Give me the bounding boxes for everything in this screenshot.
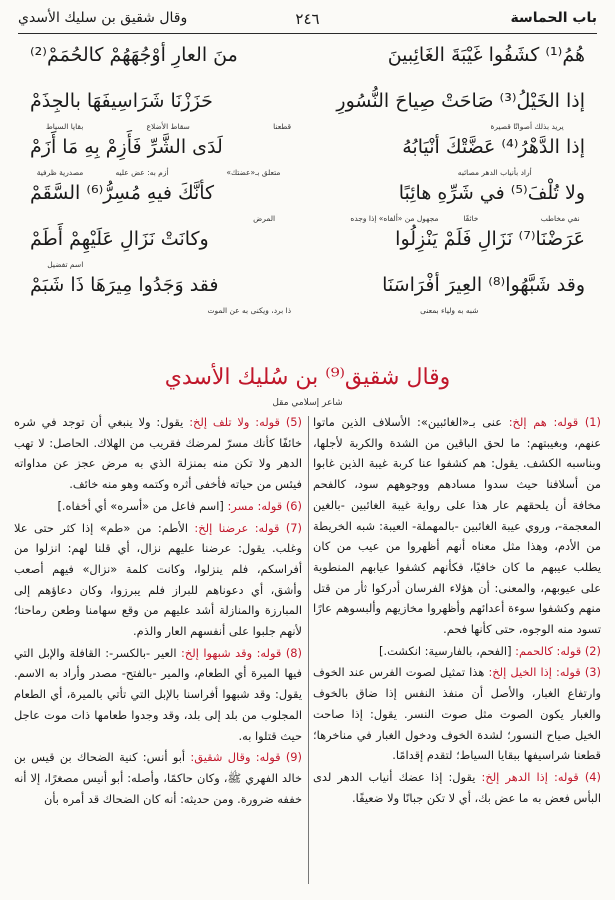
verse-gloss: قطعنا <box>273 122 292 131</box>
verse-first-hemistich <box>319 40 585 86</box>
verse-gloss: ذا برد، ويكنى به عن الموت <box>207 306 292 315</box>
commentary-note <box>313 412 601 640</box>
note-key: (5) قوله: ولا تلف إلخ: <box>189 415 302 429</box>
verse-second-hemistich <box>30 178 296 224</box>
verse-gloss: مصدرية ظرفية <box>36 168 84 177</box>
running-poem-title: وقال شقيق بن سليك الأسدي <box>18 10 188 26</box>
verse-line <box>30 132 585 178</box>
note-key: (9) قوله: وقال شقيق: <box>190 750 302 765</box>
note-text: العير -بالكسر-: القافلة والإبل التي فيها الميرة أي الطعام، والمير -بالفتح- مصدر وأراد به الاسم. يقول: وقد شبهوا أفراسنا بالإبل التي تأتي بالميرة، أي الطعام المجلوب من بلد إلى بلد، وقد وجدوا طعامها ذات موت عاجل حيث قتلوا به. <box>14 645 302 743</box>
poem2-subtitle: شاعر إسلامي مقل <box>272 398 343 408</box>
page-header <box>18 6 597 32</box>
commentary-note <box>313 641 601 662</box>
verse-second-hemistich <box>30 132 296 178</box>
commentary-note <box>313 662 601 766</box>
column-divider <box>308 416 309 884</box>
verse-second-hemistich <box>30 270 296 316</box>
verse-gloss: مجهول من «ألفاه» إذا وجده <box>350 214 439 223</box>
verse-first-hemistich <box>319 178 585 224</box>
commentary-note <box>14 643 302 747</box>
note-text: يقول: ولا ينبغي أن توجد في شره خائفًا كأنك مسرّ لمرضك فقريب من الهلاك. الحاصل: لا تهب الدهر ولا تكن منه بمنزلة الذي به مرض عجز عن مداواته فيئس من حياته فأخفى أثره وكتمه وهو منه خائف. <box>14 415 302 492</box>
hemistich-text: ولا تُلْفَ⁽⁵⁾ في شَرِّهِ هائِبًا <box>398 182 585 204</box>
commentary-note <box>14 747 302 809</box>
hemistich-text: حَزَزْنَا شَرَاسِيفَهَا بالجِذَمْ <box>30 90 213 112</box>
note-key: (8) قوله: وقد شبهوا إلخ: <box>181 645 302 660</box>
verse-gloss: شبه به ولياء بمعنى <box>420 306 479 315</box>
hemistich-text: فقد وَجَدُوا مِيرَهَا ذَا شَبَمْ <box>30 274 219 296</box>
hemistich-text: وكانَتْ نَزَالِ عَلَيْهِمْ أَطَمْ <box>30 228 209 250</box>
verse-first-hemistich <box>319 86 585 132</box>
verse-gloss: سقاط الأضلاع <box>146 122 190 131</box>
verse-gloss: بقايا السياط <box>45 122 84 131</box>
hemistich-text: هُمُ⁽¹⁾ كشَفُوا غَيْبَةَ الغَائِبينَ <box>387 44 585 66</box>
note-text: أبو أنس: كنية الضحاك بن قيس بن خالد الفهري ﷺ، وكان حاكمًا، وأصله: أبو أنيس مصغرًا، إلا أنه خففه ضرورة. ومن حديثه: أنه كان الضحاك قد أمره بأن <box>14 750 302 806</box>
hemistich-text: وقد شَبَّهُوا⁽⁸⁾ العِيرَ أفْرَاسَنَا <box>382 274 585 296</box>
hemistich-text: إذا الدَّهْرُ⁽⁴⁾ عَضَّتْكَ أنْيَابُهُ <box>402 136 585 158</box>
verse-gloss: متعلق بـ«عضتك» <box>226 168 281 177</box>
note-key: (3) قوله: إذا الخيل إلخ: <box>488 665 601 680</box>
commentary-right-column <box>313 412 601 809</box>
verse-second-hemistich <box>30 224 296 270</box>
verse-gloss: المرض <box>253 214 276 223</box>
note-text: يقول: إذا عضك أنياب الدهر لدى البأس فعض به ما عض بك، أي لا تكن جبانًا ولا ضعيفًا. <box>313 769 601 805</box>
hemistich-text: منَ العارِ أوْجُهَهُمْ كالحُمَمْ⁽²⁾ <box>30 44 238 66</box>
verse-line <box>30 270 585 316</box>
header-rule <box>18 33 597 34</box>
verses-block <box>30 40 585 316</box>
note-key: (6) قوله: مسر: <box>227 498 302 513</box>
page-number: ٢٤٦ <box>295 10 320 28</box>
note-key: (1) قوله: هم إلخ: <box>508 415 601 429</box>
verse-first-hemistich <box>319 270 585 316</box>
hemistich-text: عَرَضْنَا⁽⁷⁾ نَزَالِ فَلَمْ يَنْزِلُوا <box>395 228 585 250</box>
note-text: [الفحم، بالفارسية: انكشت.] <box>379 643 516 658</box>
verse-second-hemistich <box>30 86 296 132</box>
verse-gloss: أراد بأنياب الدهر مصائبه <box>457 168 532 177</box>
verse-first-hemistich <box>319 132 585 178</box>
poem2-title: وقال شقيق⁽⁹⁾ بن سُليك الأسدي <box>164 365 451 390</box>
note-key: (7) قوله: عرضنا إلخ: <box>194 520 302 535</box>
commentary-note <box>14 518 302 642</box>
verse-gloss: يريد بذلك أصواتًا قصيرة <box>490 122 564 131</box>
commentary-note <box>313 767 601 808</box>
hemistich-text: كأنَّكَ فيهِ مُسِرُّ⁽⁶⁾ السَّقَمْ <box>30 182 215 204</box>
commentary-left-column <box>14 412 302 810</box>
hemistich-text: إذا الخَيْلُ⁽³⁾ صَاحَتْ صِياحَ النُّسُورِ <box>336 90 585 112</box>
commentary-note <box>14 412 302 495</box>
verse-line <box>30 178 585 224</box>
verse-first-hemistich <box>319 224 585 270</box>
note-text: عنى بـ«الغائبين»: الأسلاف الذين ماتوا عنهم، وبغيبتهم: ما لحق الباقين من الشدة والكربة لأجلها، وبناسبه الكشف. يقول: هم كشفوا عنا كربة غيبة الذين غابوا من أسلافنا حيث سدوا مسادهم ووجوههم سود، كالفحم مخافة أن يلحقهم عار هذا على رواية غيبة الغائبين -بالغين المعجمة-، وروي عيبة الغائبين -بالمهملة- العيبة: شبه الخريطة من الأدم، وهذا مثل معناه أنهم أظهروا من عيب من كان يطلب عيبهم ما كان خافيًا، فكأنهم كشفوا عيابهم المنطوية على عيوبهم، والمعنى: أن هؤلاء الفرسان أدركوا ثأر من قتل منهم وكشفوا سوءة أعدائهم وأظهروا مخازيهم وألبسوهم عارًا تسود منه الوجوه، حتى كأنها فحم. <box>313 415 601 637</box>
verse-line <box>30 224 585 270</box>
commentary <box>14 412 601 890</box>
poem2-heading <box>0 365 615 390</box>
note-key: (2) قوله: كالحمم: <box>515 643 601 658</box>
note-key: (4) قوله: إذا الدهر إلخ: <box>481 769 601 784</box>
section-title: باب الحماسة <box>510 10 597 26</box>
verse-gloss: أزم به: عض عليه <box>115 168 169 177</box>
verse-second-hemistich <box>30 40 296 86</box>
verse-gloss: خائفًا <box>463 214 479 223</box>
verse-line <box>30 40 585 86</box>
verse-line <box>30 86 585 132</box>
note-text: هذا تمثيل لصوت الفرس عند الخوف وارتفاع الغبار، والأصل أن منفذ النفس إذا ضاق بالخوف والغبار يكون الصوت مثل صوت النسر. يقول: إذا صاحت الخيل صياح النسور؛ لشدة الخوف ودخول الغبار في مناخرها؛ قطعنا شراسيفها ببقايا السياط؛ لتقدم إقدامًا. <box>313 665 601 763</box>
verse-gloss: نفي مخاطب <box>540 214 580 223</box>
verse-gloss: اسم تفضيل <box>47 260 84 269</box>
note-text: الأطم: من «طم» إذا كثر حتى علا وغلب. يقول: عرضنا عليهم نزال، أي قلنا لهم: انزلوا من أفراسكم، فلم ينزلوا، وكانت كلمة «نزال» فيهم أصعب وأشق، أي دعوناهم للبراز فلم يبرزوا، وكان دعاؤهم إلى المبارزة والمنازلة أشد عليهم من وقع سهامنا وطعن رماحنا؛ لأنهم جلبوا على أنفسهم العار والذم. <box>14 520 302 639</box>
commentary-note <box>14 496 302 517</box>
hemistich-text: لَدَى الشَّرِّ فَأَزِمْ بِهِ مَا أَزَمْ <box>30 136 223 158</box>
note-text: [اسم فاعل من «أسره» أي أخفاه.] <box>57 498 228 513</box>
